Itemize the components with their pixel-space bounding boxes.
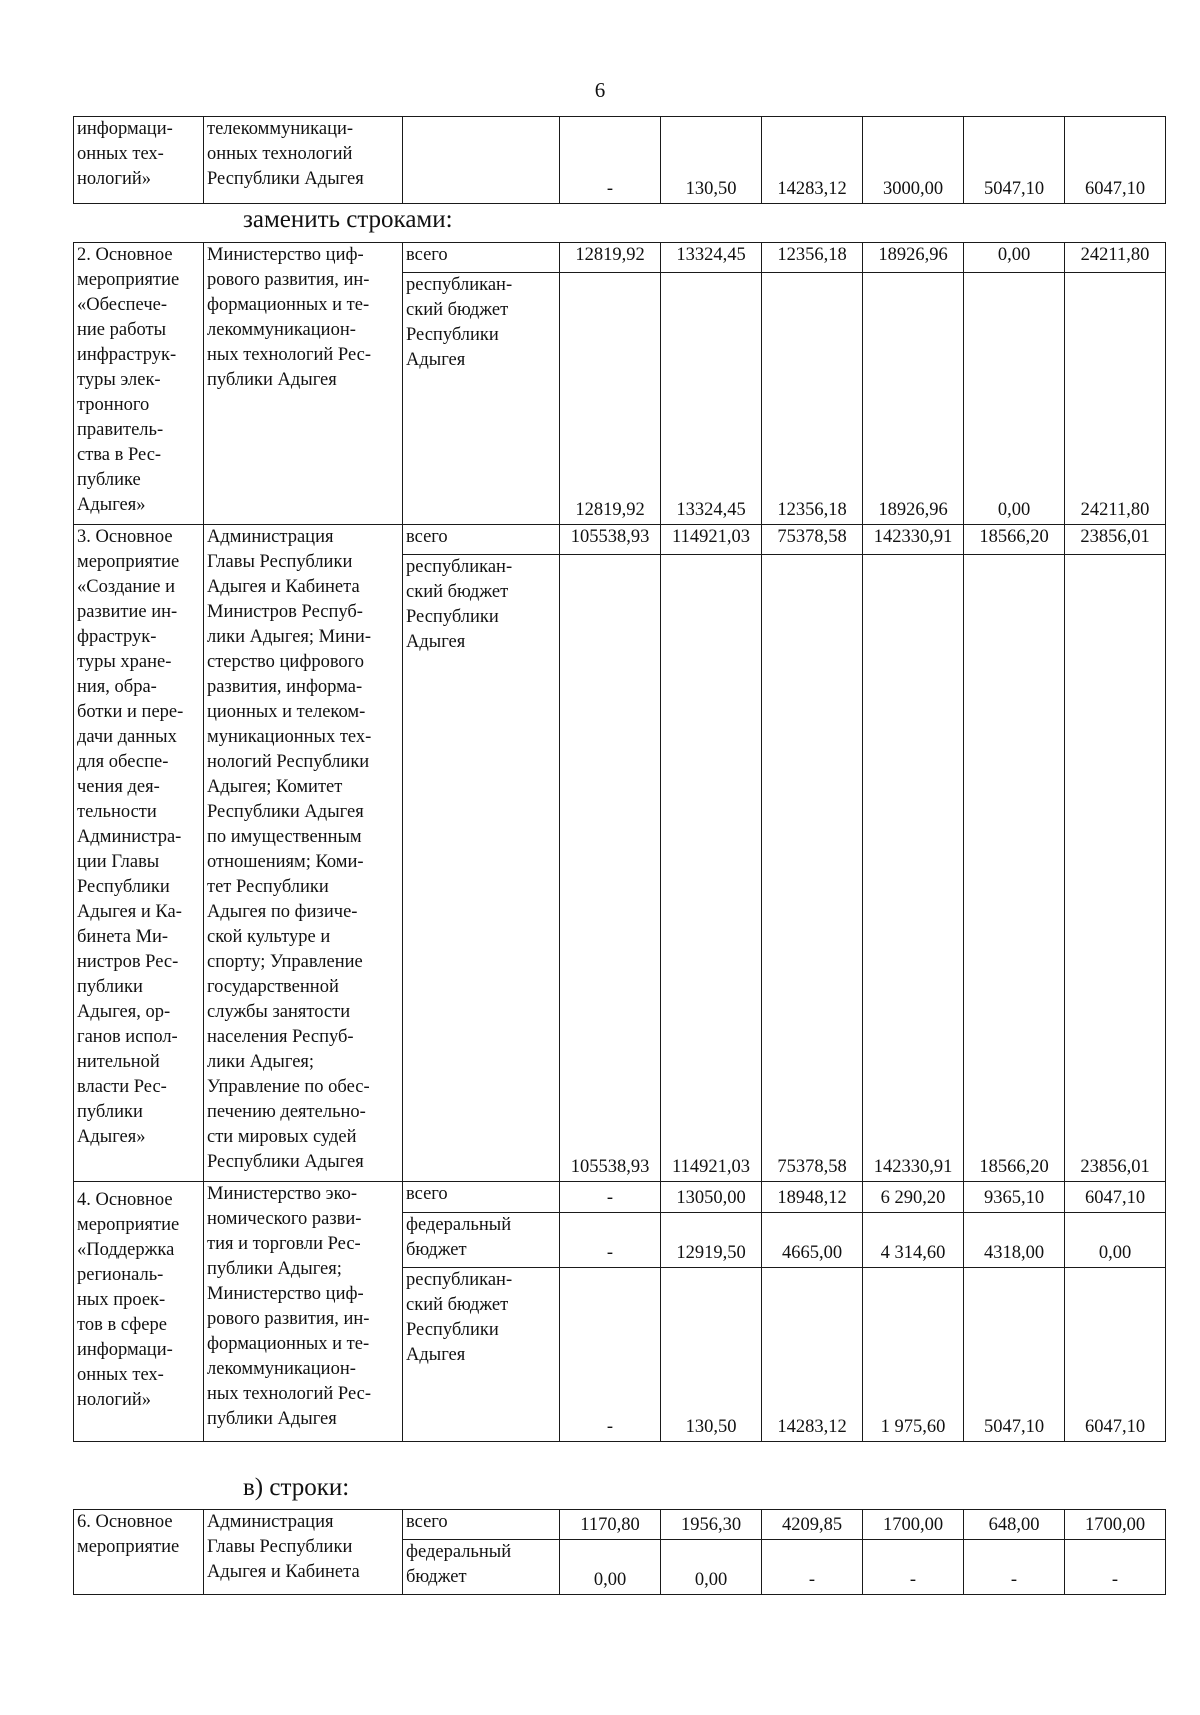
heading-replace-with-rows: заменить строками: bbox=[243, 206, 453, 233]
event-name-cell: 2. Основное мероприятие «Обеспече- ние работы инфраструк- туры элек- тронного правитель- ства в Рес- публике Адыгея» bbox=[74, 243, 204, 525]
value-cell: 130,50 bbox=[661, 1268, 762, 1442]
event-name-cell: 3. Основное мероприятие «Создание и развитие ин- фраструк- туры хране- ния, обра- ботки и пере- дачи данных для обеспе- чения дея- тельности Администра- ции Главы Республики Адыгея и Ка- бинета Ми- нистров Рес- публики Адыгея, ор- ганов испол- нительной власти Рес- публики Адыгея» bbox=[74, 525, 204, 1182]
value-cell: 0,00 bbox=[661, 1540, 762, 1595]
value-cell: 142330,91 bbox=[863, 555, 964, 1182]
executor-cell: Администрация Главы Республики Адыгея и Кабинета Министров Респуб- лики Адыгея; Мини- стерство цифрового развития, информа- ционных и телеком- муникационных тех- нологий Республики Адыгея; Комитет Республики Адыгея по имущественным отношениям; Коми- тет Республики Адыгея по физиче- ской культуре и спорту; Управление государственной службы занятости населения Респуб- лики Адыгея; Управление по обес- печению деятельно- сти мировых судей Республики Адыгея bbox=[204, 525, 403, 1182]
value-cell: 1956,30 bbox=[661, 1510, 762, 1540]
value-cell: 18926,96 bbox=[863, 273, 964, 525]
value-cell: 24211,80 bbox=[1065, 243, 1166, 273]
table-new-rows bbox=[73, 1509, 1166, 1595]
source-cell: республикан- ский бюджет Республики Адыгея bbox=[403, 1268, 560, 1442]
value-cell: 6047,10 bbox=[1065, 117, 1166, 204]
value-cell: - bbox=[964, 1540, 1065, 1595]
source-cell: республикан- ский бюджет Республики Адыгея bbox=[403, 555, 560, 1182]
source-cell: федеральный бюджет bbox=[403, 1213, 560, 1268]
source-cell: всего bbox=[403, 1182, 560, 1213]
value-cell: - bbox=[560, 1268, 661, 1442]
value-cell: 14283,12 bbox=[762, 1268, 863, 1442]
value-cell: 0,00 bbox=[560, 1540, 661, 1595]
table-replacement-rows bbox=[73, 242, 1166, 1442]
value-cell: 142330,91 bbox=[863, 525, 964, 555]
table-row bbox=[74, 243, 1166, 273]
value-cell: - bbox=[560, 1182, 661, 1213]
value-cell: 114921,03 bbox=[661, 555, 762, 1182]
value-cell: 12819,92 bbox=[560, 273, 661, 525]
table-previous-row bbox=[73, 116, 1166, 204]
event-name-cell: 6. Основное мероприятие bbox=[74, 1510, 204, 1595]
value-cell: 1 975,60 bbox=[863, 1268, 964, 1442]
source-cell: всего bbox=[403, 525, 560, 555]
value-cell: 13324,45 bbox=[661, 273, 762, 525]
executor-cell: Администрация Главы Республики Адыгея и Кабинета bbox=[204, 1510, 403, 1595]
source-cell: республикан- ский бюджет Республики Адыгея bbox=[403, 273, 560, 525]
value-cell: 18926,96 bbox=[863, 243, 964, 273]
value-cell: 4318,00 bbox=[964, 1213, 1065, 1268]
value-cell: - bbox=[863, 1540, 964, 1595]
value-cell: 6047,10 bbox=[1065, 1182, 1166, 1213]
value-cell: 12819,92 bbox=[560, 243, 661, 273]
value-cell: - bbox=[560, 1213, 661, 1268]
value-cell: 12356,18 bbox=[762, 243, 863, 273]
source-cell: всего bbox=[403, 243, 560, 273]
source-cell bbox=[403, 117, 560, 204]
value-cell: 24211,80 bbox=[1065, 273, 1166, 525]
value-cell: 13324,45 bbox=[661, 243, 762, 273]
source-cell: федеральный бюджет bbox=[403, 1540, 560, 1595]
table-row bbox=[74, 1510, 1166, 1540]
value-cell: 648,00 bbox=[964, 1510, 1065, 1540]
value-cell: 14283,12 bbox=[762, 117, 863, 204]
event-name-cell: информаци- онных тех- нологий» bbox=[74, 117, 204, 204]
value-cell: 4 314,60 bbox=[863, 1213, 964, 1268]
value-cell: 6 290,20 bbox=[863, 1182, 964, 1213]
executor-cell: Министерство эко- номического разви- тия и торговли Рес- публики Адыгея; Министерство циф- рового развития, ин- формационных и те- лекоммуникацион- ных технологий Рес- публики Адыгея bbox=[204, 1182, 403, 1442]
value-cell: 13050,00 bbox=[661, 1182, 762, 1213]
value-cell: 130,50 bbox=[661, 117, 762, 204]
value-cell: 75378,58 bbox=[762, 555, 863, 1182]
page-number: 6 bbox=[594, 78, 606, 102]
value-cell: 18566,20 bbox=[964, 555, 1065, 1182]
value-cell: 1700,00 bbox=[1065, 1510, 1166, 1540]
value-cell: 23856,01 bbox=[1065, 555, 1166, 1182]
value-cell: 75378,58 bbox=[762, 525, 863, 555]
value-cell: 9365,10 bbox=[964, 1182, 1065, 1213]
executor-cell: Министерство циф- рового развития, ин- формационных и те- лекоммуникацион- ных технологий Рес- публики Адыгея bbox=[204, 243, 403, 525]
table-row bbox=[74, 525, 1166, 555]
value-cell: 0,00 bbox=[964, 243, 1065, 273]
event-name-cell: 4. Основное мероприятие «Поддержка региональ- ных проек- тов в сфере информаци- онных тех- нологий» bbox=[74, 1182, 204, 1442]
value-cell: 114921,03 bbox=[661, 525, 762, 555]
value-cell: 23856,01 bbox=[1065, 525, 1166, 555]
value-cell: 5047,10 bbox=[964, 1268, 1065, 1442]
value-cell: 0,00 bbox=[964, 273, 1065, 525]
heading-lines: в) строки: bbox=[243, 1474, 350, 1501]
value-cell: 105538,93 bbox=[560, 525, 661, 555]
value-cell: 1700,00 bbox=[863, 1510, 964, 1540]
value-cell: 4665,00 bbox=[762, 1213, 863, 1268]
table-row bbox=[74, 1182, 1166, 1213]
value-cell: - bbox=[560, 117, 661, 204]
value-cell: 4209,85 bbox=[762, 1510, 863, 1540]
value-cell: 18566,20 bbox=[964, 525, 1065, 555]
value-cell: 6047,10 bbox=[1065, 1268, 1166, 1442]
value-cell: 1170,80 bbox=[560, 1510, 661, 1540]
value-cell: 5047,10 bbox=[964, 117, 1065, 204]
table-row bbox=[74, 117, 1166, 204]
value-cell: 3000,00 bbox=[863, 117, 964, 204]
source-cell: всего bbox=[403, 1510, 560, 1540]
value-cell: 12919,50 bbox=[661, 1213, 762, 1268]
value-cell: - bbox=[762, 1540, 863, 1595]
value-cell: 12356,18 bbox=[762, 273, 863, 525]
executor-cell: телекоммуникаци- онных технологий Республики Адыгея bbox=[204, 117, 403, 204]
value-cell: 18948,12 bbox=[762, 1182, 863, 1213]
value-cell: 105538,93 bbox=[560, 555, 661, 1182]
value-cell: - bbox=[1065, 1540, 1166, 1595]
value-cell: 0,00 bbox=[1065, 1213, 1166, 1268]
